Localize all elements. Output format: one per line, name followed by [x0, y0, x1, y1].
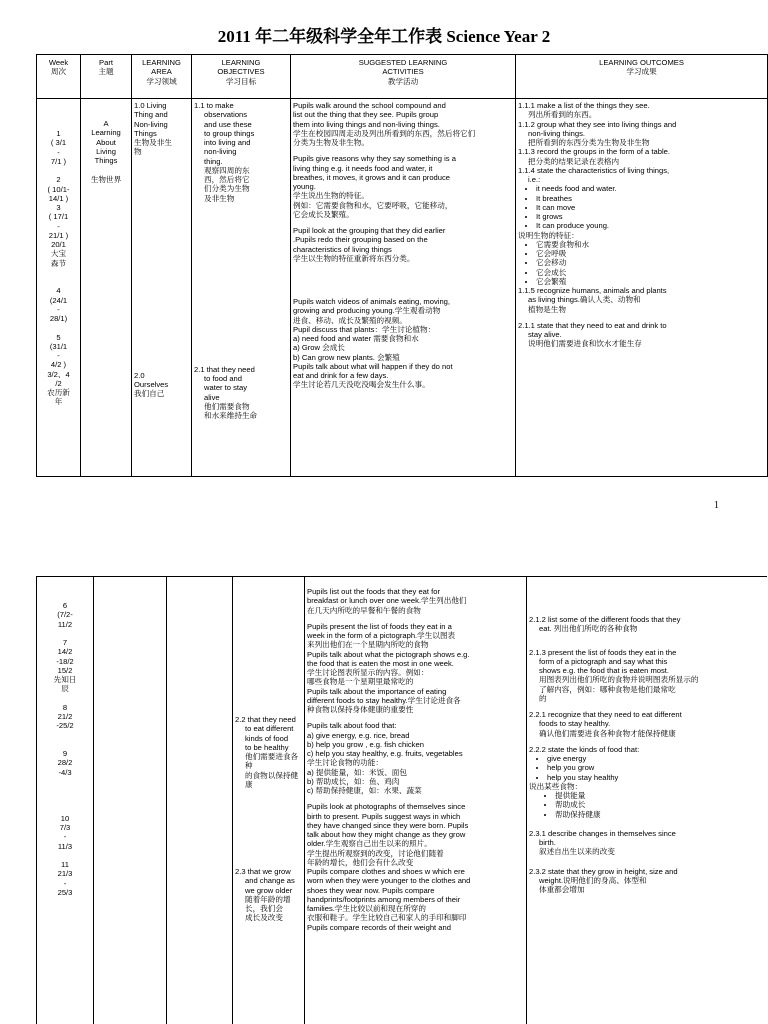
text-line: stay alive.	[528, 330, 562, 339]
text-line: the food that is eaten the most in one week.	[307, 658, 454, 668]
activities-cell	[291, 99, 516, 477]
text-line: 8	[62, 702, 68, 712]
text-line	[39, 805, 91, 814]
text-line: Part	[99, 58, 113, 67]
text-line: 的食物以保持健	[245, 770, 299, 780]
text-line: to food and	[204, 374, 243, 383]
text-line	[39, 268, 78, 277]
text-line: weight.说明他们的身高、体型和	[539, 875, 647, 885]
text-line: 4/2 )	[50, 360, 67, 370]
text-line: ACTIVITIES	[382, 67, 424, 77]
text-line: 学生讨论图表所显示的内容。例如：	[307, 668, 429, 677]
outcomes-cell	[516, 99, 768, 477]
text-line: 他们需要食物	[204, 401, 250, 411]
text-line: and change as	[245, 876, 295, 886]
bullet-item: • 帮助成长	[555, 800, 765, 809]
header-row	[37, 55, 768, 99]
text-line: a) 提供能量，如：米饭、面包	[307, 767, 407, 777]
text-line: 25/3	[57, 887, 73, 897]
text-line: Pupil look at the grouping that they did earlier	[293, 226, 446, 235]
text-line: 学生在校园四周走动及列出所看到的东西，然后将它们	[293, 128, 476, 138]
text-line	[39, 629, 91, 638]
header-part	[81, 55, 132, 99]
text-line: 把分类的结果记录在表格内	[528, 156, 620, 166]
scheme-table-page-1	[36, 54, 767, 477]
text-line: c) 帮助保持健康，如：水果、蔬菜	[307, 786, 422, 795]
text-line: 例如：它需要食物和水，它要呼吸，它能移动，	[293, 200, 453, 210]
text-line: 长，我们会	[245, 904, 283, 913]
text-line: characteristics of living things	[293, 244, 392, 254]
text-line: 西，然后将它	[204, 175, 250, 184]
text-line: b) 帮助成长，如：鱼、鸡肉	[307, 776, 400, 786]
text-line: 学生以生物的特征重新将东西分类。	[293, 253, 415, 263]
text-line: 14/1 )	[48, 193, 69, 203]
text-line: water to stay	[204, 383, 248, 393]
bullet-item: • 它会繁殖	[536, 277, 765, 286]
text-line: 2	[56, 175, 61, 185]
text-line: observations	[204, 110, 248, 120]
text-line: -	[63, 832, 67, 842]
header-learning-area	[132, 55, 192, 99]
text-line: families.学生比较以前和现在所穿的	[307, 904, 426, 913]
text-line: they have changed since they were born. Pupils	[307, 820, 469, 830]
text-line: 观察四周的东	[204, 165, 250, 175]
text-line: 2.3 that we grow	[235, 867, 291, 876]
text-line: 学习成果	[626, 67, 657, 77]
text-line: 教学活动	[387, 76, 419, 86]
text-line: different foods to stay healthy.学生讨论进食各	[307, 695, 461, 705]
text-line: Pupils talk about the importance of eating	[307, 686, 447, 696]
text-line: 周次	[50, 67, 67, 77]
text-line: 的	[539, 693, 547, 703]
text-line: 列出所看到的东西。	[528, 110, 597, 120]
bullet-item: • it needs food and water.	[536, 184, 765, 193]
text-line: b) Can grow new plants. 会繁殖	[293, 352, 400, 362]
text-line: Ourselves	[134, 379, 169, 389]
text-line: kinds of food	[245, 733, 289, 743]
text-line: birth to present. Pupils suggest ways in which	[307, 811, 461, 821]
text-line: 物	[134, 147, 142, 157]
text-line: Living	[96, 146, 116, 156]
text-line: 1.0 Living	[134, 101, 167, 110]
text-line: 2.1.3 present the list of foods they eat in the	[529, 647, 677, 657]
text-line: 在几天内所吃的早餐和午餐的食物	[307, 605, 421, 615]
text-line: Pupils give reasons why they say something is a	[293, 154, 456, 164]
text-line: Pupils talk about what the pictograph shows e.g.	[307, 649, 470, 659]
text-line: 说明他们需要进食和饮水才能生存	[528, 339, 642, 349]
text-line: 及非生物	[204, 193, 235, 203]
text-line: handprints/footprints among members of their	[307, 894, 461, 904]
text-line: 7/3	[59, 823, 71, 832]
text-line: to eat different	[245, 724, 294, 734]
text-line: 10	[60, 813, 70, 823]
text-line: 21/3	[57, 869, 73, 879]
text-line: 1.1.1 make a list of the things they see.	[518, 101, 650, 110]
text-line: Non-living	[134, 119, 168, 129]
text-line: thing.	[204, 156, 223, 166]
text-line: 2.3.1 describe changes in themselves since	[529, 828, 676, 838]
text-line: SUGGESTED LEARNING	[358, 58, 448, 67]
bullet-item: • help you grow	[547, 763, 765, 772]
text-line: 进食、移动、成长及繁殖的视频。	[293, 315, 407, 325]
text-line: Pupils compare clothes and shoes w which ere	[307, 867, 465, 876]
text-line: alive	[204, 392, 220, 402]
text-line: a) Grow 会成长	[293, 343, 345, 353]
text-line: c) help you stay healthy, e.g. fruits, vegetables	[307, 749, 463, 758]
text-line: to group things	[204, 128, 255, 138]
text-line	[39, 740, 91, 749]
text-line: -	[57, 304, 60, 314]
text-line: foods to stay healthy.	[539, 719, 611, 729]
text-line: Week	[48, 58, 69, 67]
text-line: Pupils walk around the school compound and	[293, 101, 446, 110]
text-line	[39, 694, 91, 703]
text-line: Pupils talk about what will happen if they do not	[293, 361, 453, 371]
text-line: LEARNING	[221, 58, 261, 67]
text-line: and use these	[204, 119, 252, 129]
text-line: OBJECTIVES	[217, 67, 265, 77]
bullet-item: • It can produce young.	[536, 221, 765, 230]
text-line: 15/2	[57, 665, 73, 675]
text-line: shoes they wear now. Pupils compare	[307, 885, 435, 895]
part-cell	[94, 577, 167, 1024]
text-line: b) help you grow , e.g. fish chicken	[307, 739, 424, 749]
text-line: Pupils talk about food that:	[307, 721, 397, 731]
text-line: 大宝	[50, 249, 67, 259]
learning-area-cell	[132, 99, 192, 477]
header-learning-outcomes	[516, 55, 768, 99]
table-row	[37, 577, 768, 1024]
text-line: 年龄的增长，他们会有什么改变	[307, 857, 414, 867]
bullet-item: • 它会成长	[536, 268, 765, 277]
text-line: 21/2	[57, 712, 73, 721]
text-line: birth.	[539, 838, 556, 847]
page-number: 1	[714, 500, 719, 511]
text-line: Things	[94, 156, 118, 165]
text-line: 他们需要进食各种	[245, 752, 299, 771]
bullet-item: • It breathes	[536, 194, 765, 203]
text-line	[39, 777, 91, 786]
text-line: About	[96, 137, 116, 147]
text-line: 5	[56, 332, 61, 342]
text-line	[39, 786, 91, 795]
text-line: 学生讨论食物的功能：	[307, 758, 383, 768]
text-line: AREA	[151, 67, 172, 77]
text-line: 1.1.2 group what they see into living things and	[518, 119, 677, 129]
text-line: 1.1.4 state the characteristics of living things,	[518, 165, 670, 175]
text-line: 我们自己	[134, 389, 165, 398]
text-line: a) need food and water 需要食物和水	[293, 334, 419, 343]
text-line: 它会成长及繁殖。	[293, 209, 354, 219]
text-line: ( 10/1-	[47, 184, 70, 194]
text-line: -18/2	[56, 656, 74, 666]
text-line: /2	[55, 378, 62, 388]
text-line: we grow older	[245, 885, 293, 895]
text-line: into living and	[204, 138, 251, 147]
text-line: breathes, it moves, it grows and it can produce	[293, 172, 451, 182]
text-line: 4	[56, 286, 61, 296]
text-line: Pupils present the list of foods they eat in a	[307, 621, 452, 631]
text-line: 随着年龄的增	[245, 894, 291, 904]
text-line: 20/1	[51, 240, 66, 249]
text-line: .Pupils redo their grouping based on the	[293, 235, 428, 245]
text-line: form of a pictograph and say what this	[539, 656, 668, 666]
text-line	[39, 795, 91, 804]
text-line: -25/2	[56, 721, 74, 731]
page-title: 2011 年二年级科学全年工作表 Science Year 2	[217, 27, 551, 46]
text-line: 6	[62, 601, 68, 610]
header-suggested-activities	[291, 55, 516, 99]
text-line: 11	[61, 860, 69, 869]
text-line: 成长及改变	[245, 913, 283, 923]
text-line	[39, 323, 78, 332]
text-line: eat and drink for a few days.	[293, 371, 389, 380]
scheme-table-page-2	[36, 576, 767, 1024]
text-line: 2.2 that they need	[235, 715, 296, 724]
text-line: 农历新	[47, 388, 70, 397]
text-line: 2.0	[134, 370, 145, 380]
text-line: 用图表列出他们所吃的食物并说明图表所显示的	[539, 675, 699, 685]
text-line: 学生讨论若几天没吃没喝会发生什么事。	[293, 380, 430, 390]
text-line: 2.3.2 state that they grow in height, size and	[529, 866, 678, 876]
text-line: 7/1 )	[50, 156, 67, 166]
bullet-item: • 提供能量	[555, 791, 765, 800]
text-line: (24/1	[49, 295, 68, 305]
text-line: -	[63, 878, 67, 888]
header-week	[37, 55, 81, 99]
text-line: 说出某些食物：	[529, 781, 583, 791]
text-line: 9	[62, 749, 68, 758]
week-cell	[37, 577, 94, 1024]
text-line: 康	[245, 779, 253, 789]
bullet-item: • 帮助保持健康	[555, 810, 765, 819]
bullet-item: • It grows	[536, 212, 765, 221]
text-line: Learning	[91, 128, 121, 138]
text-line: eat. 列出他们所吃的各种食物	[539, 624, 638, 634]
text-line: non-living things.	[528, 128, 585, 138]
text-line: -	[57, 147, 60, 157]
text-line: 1.1 to make	[194, 101, 234, 110]
text-line: 2.1 that they need	[194, 364, 255, 374]
text-line	[39, 731, 91, 740]
bullet-item: • 它会呼吸	[536, 249, 765, 258]
text-line	[39, 166, 78, 175]
text-line: 把所看到的东西分类为生物及非生物	[528, 138, 650, 147]
text-line: 2.2.1 recognize that they need to eat different	[529, 710, 682, 719]
text-line: 14/2	[57, 647, 73, 657]
week-cell	[37, 99, 81, 477]
text-line: Pupils list out the foods that they eat for	[307, 587, 440, 596]
text-line: A	[103, 119, 109, 128]
text-line: -	[57, 351, 60, 360]
text-line: Pupils compare records of their weight and	[307, 922, 451, 932]
text-line: 21/1 )	[48, 230, 69, 240]
text-line: 28/2	[57, 758, 73, 768]
text-line: (31/1	[49, 341, 68, 351]
text-line: Pupils look at photographs of themselves since	[307, 802, 466, 812]
text-line: 学生说出生物的特征。	[293, 191, 369, 201]
text-line: 叙述自出生以来的改变	[539, 847, 615, 857]
text-line: a) give energy, e.g. rice, bread	[307, 730, 410, 740]
text-line: ( 3/1	[50, 138, 67, 148]
text-line: 哪些食物是一个星期里最常吃的	[307, 677, 414, 687]
text-line: 3	[56, 203, 61, 212]
text-line: 1.1.5 recognize humans, animals and plants	[518, 286, 667, 295]
text-line: 说明生物的特征：	[518, 230, 579, 240]
text-line: Pupil discuss that plants：学生讨论植物：	[293, 324, 436, 334]
text-line: Pupils watch videos of animals eating, moving,	[293, 297, 451, 306]
text-line	[39, 851, 91, 860]
text-line: i.e.:	[528, 175, 541, 184]
learning-objectives-cell	[192, 99, 291, 477]
text-line: 体重都会增加	[539, 885, 585, 894]
text-line: 分类为生物及非生物。	[293, 138, 369, 147]
text-line: worn when they were younger to the clothes and	[307, 876, 471, 886]
text-line: older.学生观察自己出生以来的照片。	[307, 839, 432, 849]
text-line: non-living	[204, 147, 237, 157]
bullet-item: • 它需要食物和水	[536, 240, 765, 249]
text-line: 确认他们需要进食各种食物才能保持健康	[539, 728, 676, 738]
text-line: Thing and	[134, 110, 168, 120]
outcomes-cell	[527, 577, 768, 1024]
text-line: 了解内容，例如：哪种食物是他们最常吃	[539, 684, 676, 694]
part-cell	[81, 99, 132, 477]
text-line: 2.2.2 state the kinds of food that:	[529, 744, 640, 754]
text-line	[39, 277, 78, 286]
text-line: 1.1.3 record the groups in the form of a table.	[518, 147, 670, 157]
text-line: 和水来维持生命	[204, 411, 258, 420]
text-line: week in the form of a pictograph.学生以图表	[307, 631, 456, 640]
text-line: to be healthy	[245, 742, 289, 752]
text-line: LEARNING	[142, 58, 181, 67]
text-line: 学生提出所观察到的改变，讨论他们随着	[307, 848, 444, 858]
bullet-item: • give energy	[547, 754, 765, 763]
text-line: 来列出他们在一个星期内所吃的食物	[307, 640, 429, 650]
text-line: 辰	[61, 684, 69, 694]
text-line: shows e.g. the food that is eaten most.	[539, 666, 670, 675]
text-line: breakfast or lunch over one week.学生列出他们	[307, 596, 467, 606]
table-row	[37, 99, 768, 477]
text-line: 主题	[98, 67, 114, 77]
text-line: 2.1.1 state that they need to eat and drink to	[518, 320, 667, 330]
text-line: young.	[293, 182, 316, 191]
text-line: 3/2、4	[47, 369, 70, 379]
bullet-item: • It can move	[536, 203, 765, 212]
text-line: 生物及非生	[134, 138, 172, 147]
text-line: living thing e.g. it needs food and water, it	[293, 163, 433, 173]
text-line: as living things.确认人类、动物和	[528, 295, 641, 305]
text-line: 学习领域	[146, 76, 177, 86]
text-line: -	[57, 221, 60, 231]
text-line: 学习目标	[225, 76, 257, 86]
text-line: list out the thing that they see. Pupils group	[293, 110, 439, 120]
text-line: them into living things and non-living things.	[293, 119, 440, 129]
text-line: 们分类为生物	[204, 184, 250, 194]
text-line	[83, 165, 129, 174]
header-learning-objectives	[192, 55, 291, 99]
text-line: Things	[134, 128, 157, 138]
text-line: 衣服和鞋子。学生比较自己和家人的手印和脚印	[307, 913, 467, 923]
text-line: 植物是生物	[528, 304, 566, 314]
text-line: 7	[62, 638, 68, 647]
text-line: 28/1)	[49, 314, 68, 323]
bullet-item: • 它会移动	[536, 258, 765, 267]
text-line: 年	[54, 397, 63, 407]
text-line: 11/2	[57, 619, 73, 629]
text-line: 先知日	[53, 675, 77, 684]
text-line: LEARNING OUTCOMES	[599, 58, 684, 67]
text-line: 11/3	[57, 841, 73, 851]
learning-area-cell	[167, 577, 233, 1024]
text-line: 1	[56, 129, 61, 138]
text-line: 种食物以保持身体健康的重要性	[307, 705, 414, 714]
text-line: 生物世界	[90, 174, 122, 184]
activities-cell	[305, 577, 527, 1024]
bullet-item: • help you stay healthy	[547, 773, 765, 782]
learning-objectives-cell	[233, 577, 305, 1024]
text-line: -4/3	[58, 767, 72, 777]
text-line: talk about how they might change as they grow	[307, 830, 466, 839]
text-line: 森节	[50, 258, 67, 268]
text-line: 2.1.2 list some of the different foods that they	[529, 615, 681, 624]
text-line: growing and producing young.学生观看动物	[293, 306, 441, 316]
text-line: ( 17/1	[48, 212, 69, 222]
text-line: (7/2-	[57, 610, 73, 620]
